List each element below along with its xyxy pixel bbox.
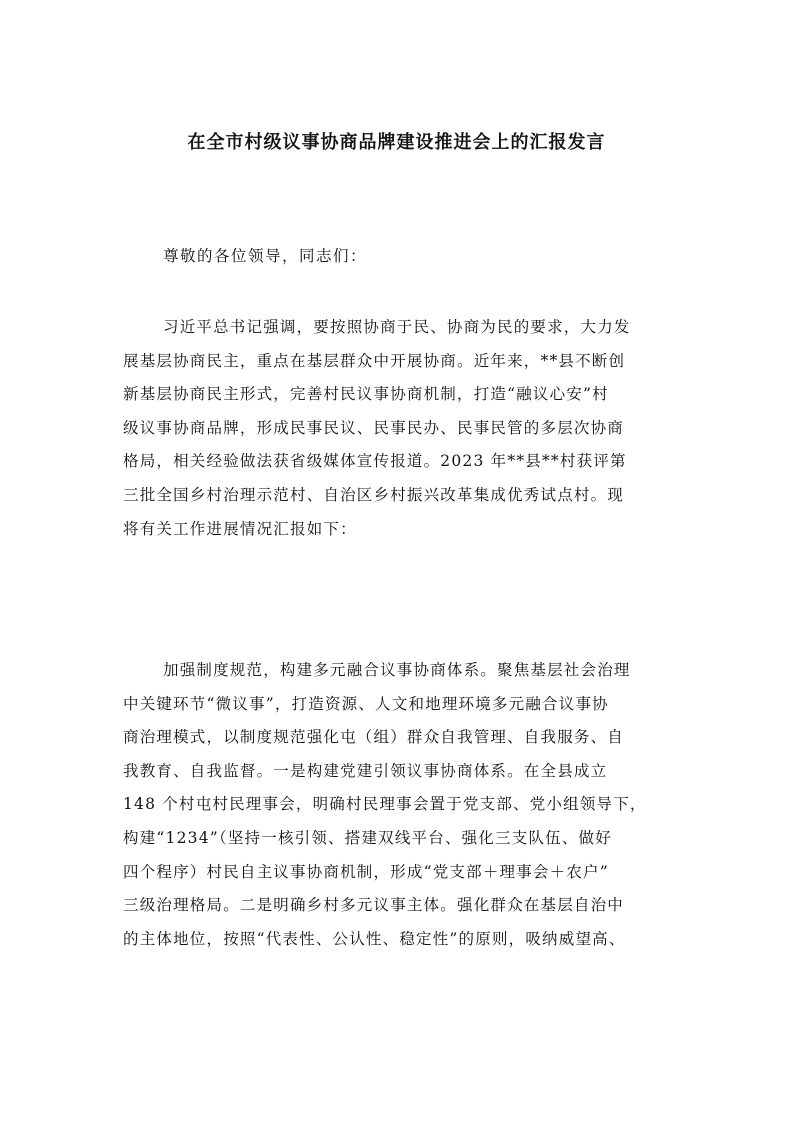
paragraph-line: 构建“1234”（坚持一核引领、搭建双线平台、强化三支队伍、做好 [123, 828, 612, 847]
paragraph-line: 加强制度规范，构建多元融合议事协商体系。聚焦基层社会治理 [163, 661, 631, 679]
paragraph-line: 的主体地位，按照“代表性、公认性、稳定性”的原则，吸纳威望高、 [123, 929, 626, 948]
paragraph-intro [123, 311, 671, 546]
document-title: 在全市村级议事协商品牌建设推进会上的汇报发言 [187, 132, 606, 153]
paragraph-line: 148 个村屯村民理事会，明确村民理事会置于党支部、党小组领导下， [123, 795, 647, 814]
paragraph-line: 格局，相关经验做法获省级媒体宣传报道。2023 年**县**村获评第 [123, 452, 627, 471]
paragraph-line: 习近平总书记强调，要按照协商于民、协商为民的要求，大力发 [163, 318, 631, 336]
salutation: 尊敬的各位领导，同志们： [163, 247, 368, 265]
paragraph-line: 三批全国乡村治理示范村、自治区乡村振兴改革集成优秀试点村。现 [123, 485, 625, 504]
paragraph-line: 三级治理格局。二是明确乡村多元议事主体。强化群众在基层自治中 [123, 896, 625, 915]
paragraph-line: 四个程序）村民自主议事协商机制，形成“党支部＋理事会＋农户” [123, 862, 609, 881]
paragraph-line: 展基层协商民主，重点在基层群众中开展协商。近年来，**县不断创 [123, 351, 626, 370]
paragraph-line: 将有关工作进展情况汇报如下： [123, 519, 357, 538]
paragraph-line: 我教育、自我监督。一是构建党建引领议事协商体系。在全县成立 [123, 761, 608, 780]
paragraph-line: 级议事协商品牌，形成民事民议、民事民办、民事民管的多层次协商 [123, 418, 625, 437]
paragraph-section-1 [123, 654, 671, 956]
paragraph-line: 中关键环节“微议事”，打造资源、人文和地理环境多元融合议事协 [123, 694, 609, 713]
paragraph-line: 新基层协商民主形式，完善村民议事协商机制，打造“融议心安”村 [123, 385, 609, 404]
paragraph-line: 商治理模式，以制度规范强化屯（组）群众自我管理、自我服务、自 [123, 728, 625, 747]
